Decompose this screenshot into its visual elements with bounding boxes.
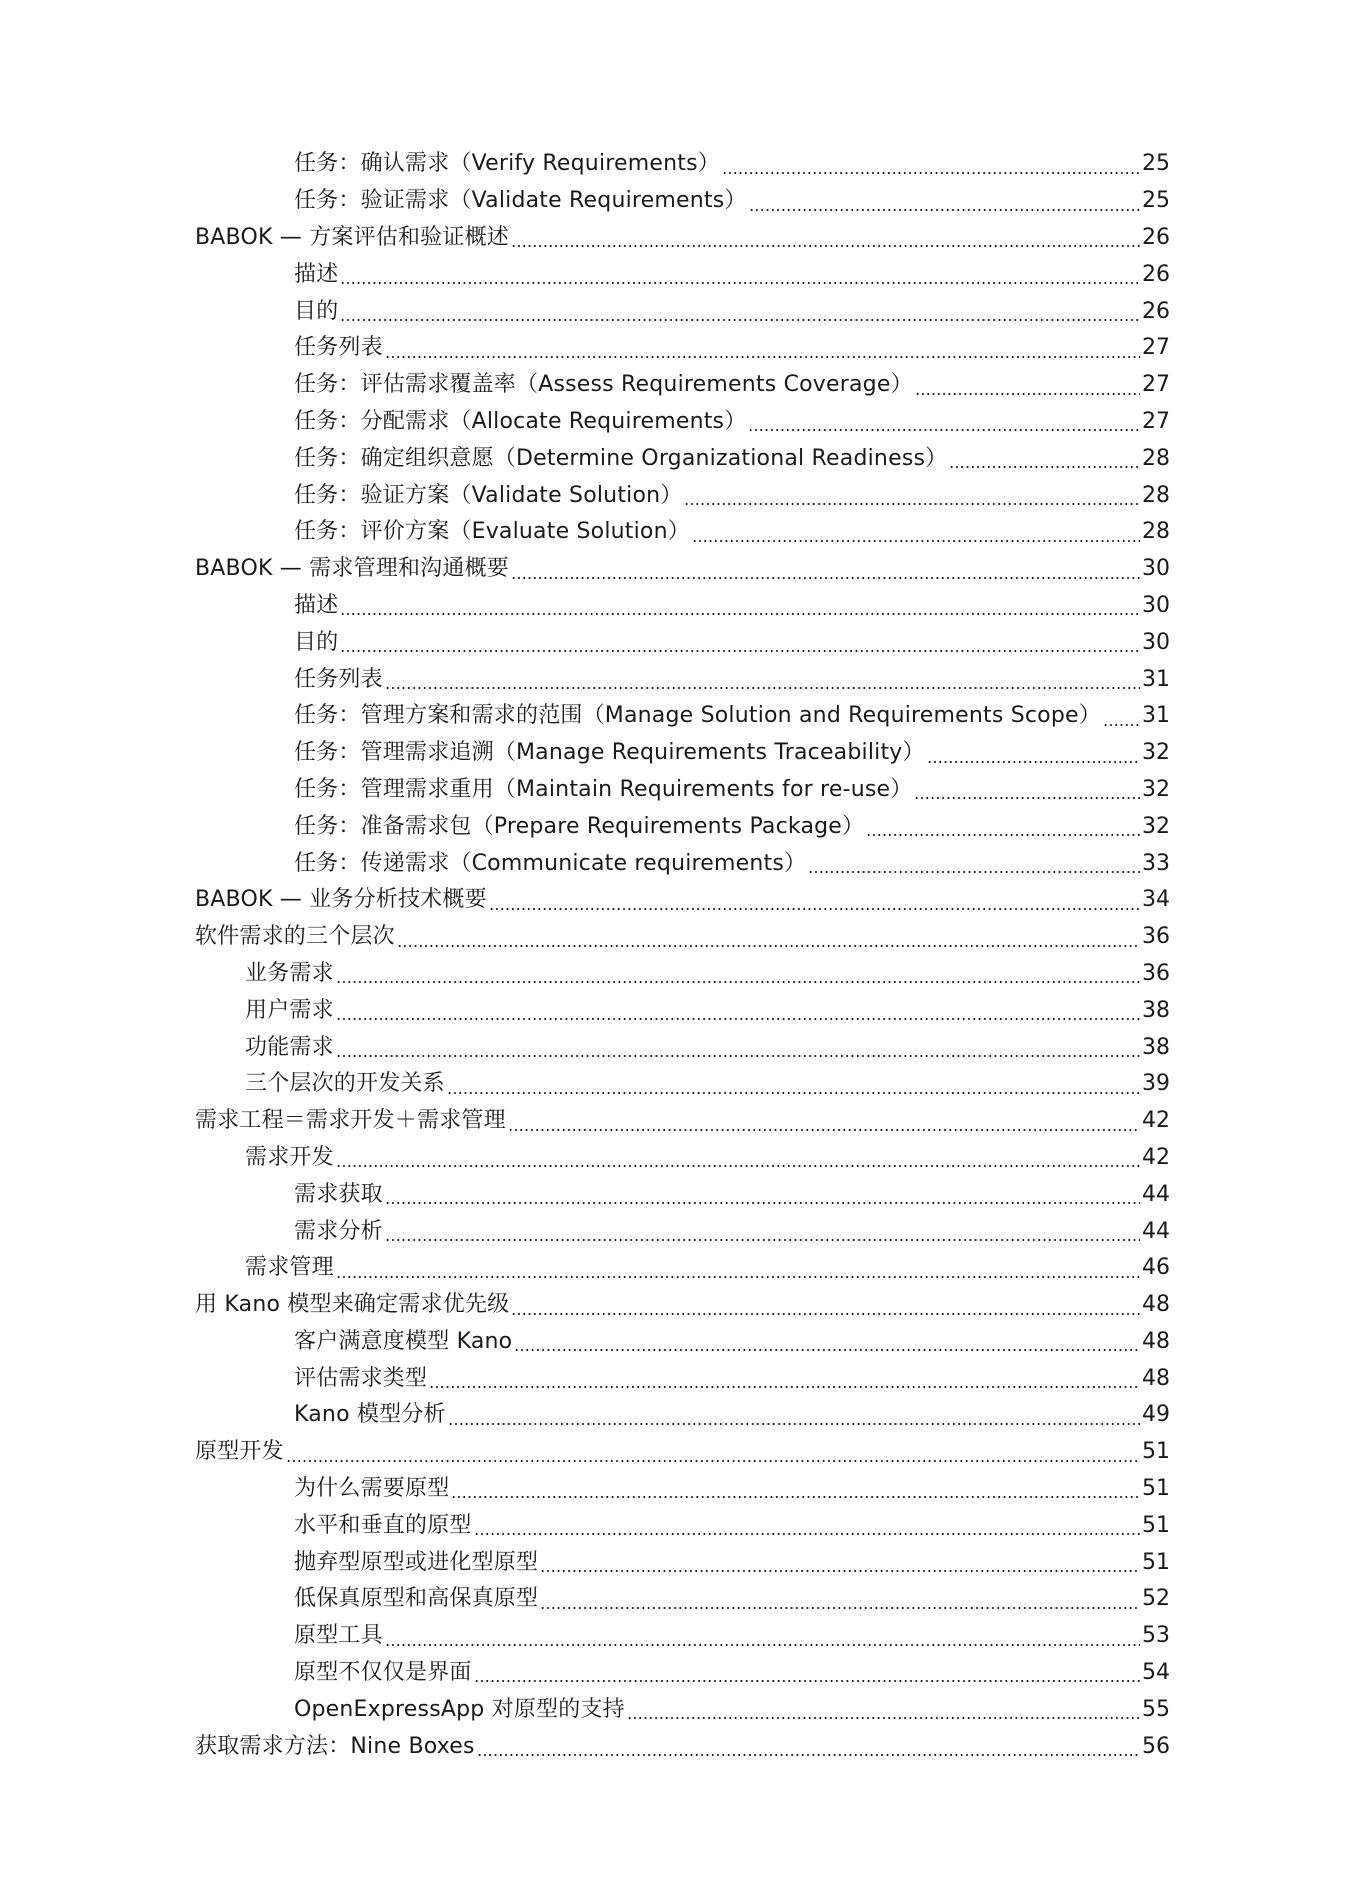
dot-leader xyxy=(340,319,1140,321)
dot-leader xyxy=(914,797,1140,799)
toc-entry-page-number: 25 xyxy=(1142,151,1170,177)
toc-entry[interactable] xyxy=(0,1250,1350,1287)
toc-entry-page-number: 51 xyxy=(1142,1439,1170,1465)
toc-entry[interactable] xyxy=(0,624,1350,661)
toc-entry[interactable] xyxy=(0,293,1350,330)
toc-entry[interactable] xyxy=(0,1691,1350,1728)
dot-leader xyxy=(385,356,1140,358)
toc-entry-page-number: 38 xyxy=(1142,997,1170,1023)
toc-entry-page-number: 27 xyxy=(1142,408,1170,434)
toc-entry-page-number: 26 xyxy=(1142,298,1170,324)
toc-entry[interactable] xyxy=(0,477,1350,514)
toc-entry-page-number: 32 xyxy=(1142,740,1170,766)
dot-leader xyxy=(749,209,1140,211)
toc-entry-page-number: 44 xyxy=(1142,1218,1170,1244)
toc-entry-title: 原型工具 xyxy=(294,1623,383,1649)
toc-entry[interactable] xyxy=(0,1324,1350,1361)
dot-leader xyxy=(429,1386,1140,1388)
toc-entry-title: 用 Kano 模型来确定需求优先级 xyxy=(195,1292,510,1318)
toc-entry[interactable] xyxy=(0,772,1350,809)
toc-entry-title: BABOK — 业务分析技术概要 xyxy=(195,887,487,913)
toc-entry-title: 任务：评价方案（Evaluate Solution） xyxy=(294,519,690,545)
toc-entry-title: 任务：管理需求重用（Maintain Requirements for re-use） xyxy=(294,776,913,802)
toc-entry-title: 获取需求方法：Nine Boxes xyxy=(195,1733,475,1759)
toc-entry-page-number: 25 xyxy=(1142,188,1170,214)
toc-entry[interactable] xyxy=(0,1029,1350,1066)
toc-entry-page-number: 34 xyxy=(1142,887,1170,913)
toc-entry-page-number: 51 xyxy=(1142,1512,1170,1538)
dot-leader xyxy=(1103,724,1140,726)
dot-leader xyxy=(451,1496,1140,1498)
dot-leader xyxy=(340,613,1140,615)
toc-entry-page-number: 32 xyxy=(1142,776,1170,802)
toc-entry-title: 需求管理 xyxy=(245,1255,334,1281)
toc-entry-page-number: 53 xyxy=(1142,1623,1170,1649)
dot-leader xyxy=(385,1239,1140,1241)
toc-entry[interactable] xyxy=(0,956,1350,993)
dot-leader xyxy=(385,687,1140,689)
dot-leader xyxy=(511,245,1140,247)
toc-entry-page-number: 48 xyxy=(1142,1328,1170,1354)
toc-entry[interactable] xyxy=(0,1507,1350,1544)
toc-entry-page-number: 55 xyxy=(1142,1696,1170,1722)
toc-entry-page-number: 33 xyxy=(1142,850,1170,876)
dot-leader xyxy=(508,1129,1140,1131)
toc-entry-title: 任务：管理需求追溯（Manage Requirements Traceability） xyxy=(294,740,925,766)
dot-leader xyxy=(808,871,1140,873)
dot-leader xyxy=(949,466,1140,468)
toc-entry[interactable] xyxy=(0,588,1350,625)
toc-entry[interactable] xyxy=(0,1066,1350,1103)
dot-leader xyxy=(385,1202,1140,1204)
dot-leader xyxy=(336,1165,1140,1167)
toc-entry-page-number: 27 xyxy=(1142,372,1170,398)
toc-entry[interactable] xyxy=(0,735,1350,772)
toc-entry-title: OpenExpressApp 对原型的支持 xyxy=(294,1696,625,1722)
toc-entry-page-number: 46 xyxy=(1142,1255,1170,1281)
dot-leader xyxy=(684,503,1140,505)
toc-entry[interactable] xyxy=(0,330,1350,367)
toc-entry[interactable] xyxy=(0,882,1350,919)
toc-entry-title: 需求分析 xyxy=(294,1218,383,1244)
toc-entry-title: 三个层次的开发关系 xyxy=(245,1071,445,1097)
toc-entry-title: 描述 xyxy=(294,261,339,287)
toc-entry-title: 为什么需要原型 xyxy=(294,1476,450,1502)
toc-entry[interactable] xyxy=(0,1544,1350,1581)
dot-leader xyxy=(340,650,1140,652)
toc-entry[interactable] xyxy=(0,256,1350,293)
toc-entry[interactable] xyxy=(0,1618,1350,1655)
toc-entry-page-number: 26 xyxy=(1142,224,1170,250)
toc-entry-page-number: 28 xyxy=(1142,482,1170,508)
dot-leader xyxy=(692,540,1140,542)
toc-entry[interactable] xyxy=(0,551,1350,588)
toc-entry-title: 客户满意度模型 Kano xyxy=(294,1328,513,1354)
toc-entry-title: 需求获取 xyxy=(294,1181,383,1207)
dot-leader xyxy=(866,834,1140,836)
toc-entry-title: 需求工程＝需求开发＋需求管理 xyxy=(195,1108,506,1134)
toc-entry-title: 任务：管理方案和需求的范围（Manage Solution and Requirements Scope） xyxy=(294,703,1101,729)
toc-entry[interactable] xyxy=(0,1360,1350,1397)
toc-entry-page-number: 48 xyxy=(1142,1292,1170,1318)
dot-leader xyxy=(336,1276,1140,1278)
toc-entry-page-number: 42 xyxy=(1142,1108,1170,1134)
toc-entry-page-number: 32 xyxy=(1142,813,1170,839)
toc-entry[interactable] xyxy=(0,919,1350,956)
dot-leader xyxy=(477,1754,1140,1756)
toc-entry-page-number: 42 xyxy=(1142,1144,1170,1170)
toc-entry-title: 软件需求的三个层次 xyxy=(195,924,395,950)
dot-leader xyxy=(336,1018,1140,1020)
toc-entry-title: 任务：验证需求（Validate Requirements） xyxy=(294,188,747,214)
toc-entry-title: 用户需求 xyxy=(245,997,334,1023)
dot-leader xyxy=(511,1313,1140,1315)
toc-entry-title: 任务：评估需求覆盖率（Assess Requirements Coverage） xyxy=(294,372,913,398)
toc-entry[interactable] xyxy=(0,1140,1350,1177)
toc-entry-title: 需求开发 xyxy=(245,1144,334,1170)
dot-leader xyxy=(474,1533,1140,1535)
toc-entry[interactable] xyxy=(0,1213,1350,1250)
dot-leader xyxy=(489,908,1140,910)
toc-entry-page-number: 48 xyxy=(1142,1365,1170,1391)
toc-entry-page-number: 30 xyxy=(1142,592,1170,618)
dot-leader xyxy=(540,1570,1140,1572)
toc-entry[interactable] xyxy=(0,1471,1350,1508)
dot-leader xyxy=(397,945,1140,947)
dot-leader xyxy=(336,981,1140,983)
toc-entry[interactable] xyxy=(0,440,1350,477)
dot-leader xyxy=(336,1055,1140,1057)
toc-entry-page-number: 56 xyxy=(1142,1733,1170,1759)
toc-entry[interactable] xyxy=(0,1434,1350,1471)
toc-entry-title: 目的 xyxy=(294,629,339,655)
toc-entry-title: BABOK — 需求管理和沟通概要 xyxy=(195,556,509,582)
toc-entry[interactable] xyxy=(0,1655,1350,1692)
toc-entry-page-number: 49 xyxy=(1142,1402,1170,1428)
toc-entry-title: 抛弃型原型或进化型原型 xyxy=(294,1549,539,1575)
toc-entry-title: 功能需求 xyxy=(245,1034,334,1060)
toc-entry[interactable] xyxy=(0,808,1350,845)
dot-leader xyxy=(286,1460,1140,1462)
toc-entry[interactable] xyxy=(0,220,1350,257)
dot-leader xyxy=(340,282,1140,284)
toc-entry-title: 任务：确定组织意愿（Determine Organizational Readiness） xyxy=(294,445,948,471)
toc-entry-title: 任务列表 xyxy=(294,335,383,361)
toc-entry[interactable] xyxy=(0,845,1350,882)
toc-entry-title: 原型开发 xyxy=(195,1439,284,1465)
toc-entry-page-number: 30 xyxy=(1142,556,1170,582)
dot-leader xyxy=(511,577,1140,579)
dot-leader xyxy=(748,429,1140,431)
toc-entry-page-number: 51 xyxy=(1142,1549,1170,1575)
toc-entry-title: 任务：分配需求（Allocate Requirements） xyxy=(294,408,747,434)
toc-entry[interactable] xyxy=(0,992,1350,1029)
dot-leader xyxy=(722,172,1140,174)
dot-leader xyxy=(915,393,1140,395)
toc-entry-title: 业务需求 xyxy=(245,960,334,986)
toc-entry-page-number: 36 xyxy=(1142,960,1170,986)
toc-entry-title: 任务：传递需求（Communicate requirements） xyxy=(294,850,807,876)
dot-leader xyxy=(447,1092,1140,1094)
toc-entry[interactable] xyxy=(0,183,1350,220)
toc-entry-title: Kano 模型分析 xyxy=(294,1402,446,1428)
toc-entry-title: 任务：准备需求包（Prepare Requirements Package） xyxy=(294,813,865,839)
toc-entry[interactable] xyxy=(0,1397,1350,1434)
dot-leader xyxy=(927,761,1140,763)
toc-entry-page-number: 38 xyxy=(1142,1034,1170,1060)
toc-entry-page-number: 31 xyxy=(1142,703,1170,729)
toc-entry-page-number: 54 xyxy=(1142,1660,1170,1686)
dot-leader xyxy=(514,1349,1140,1351)
toc-entry-title: 任务：确认需求（Verify Requirements） xyxy=(294,151,720,177)
toc-entry-title: 低保真原型和高保真原型 xyxy=(294,1586,539,1612)
toc-entry-page-number: 44 xyxy=(1142,1181,1170,1207)
toc-entry[interactable] xyxy=(0,514,1350,551)
dot-leader xyxy=(540,1607,1140,1609)
dot-leader xyxy=(448,1423,1140,1425)
toc-entry-page-number: 52 xyxy=(1142,1586,1170,1612)
toc-entry[interactable] xyxy=(0,1103,1350,1140)
toc-entry[interactable] xyxy=(0,1728,1350,1765)
toc-entry[interactable] xyxy=(0,404,1350,441)
toc-entry[interactable] xyxy=(0,1176,1350,1213)
toc-entry-page-number: 28 xyxy=(1142,519,1170,545)
toc-entry-page-number: 26 xyxy=(1142,261,1170,287)
toc-entry-title: 目的 xyxy=(294,298,339,324)
toc-entry[interactable] xyxy=(0,661,1350,698)
toc-entry[interactable] xyxy=(0,1581,1350,1618)
toc-entry-page-number: 39 xyxy=(1142,1071,1170,1097)
toc-entry-title: BABOK — 方案评估和验证概述 xyxy=(195,224,509,250)
toc-entry-title: 任务：验证方案（Validate Solution） xyxy=(294,482,683,508)
toc-entry-page-number: 51 xyxy=(1142,1476,1170,1502)
toc-entry-title: 水平和垂直的原型 xyxy=(294,1512,472,1538)
toc-entry-page-number: 31 xyxy=(1142,666,1170,692)
toc-entry-title: 描述 xyxy=(294,592,339,618)
toc-entry-title: 评估需求类型 xyxy=(294,1365,428,1391)
toc-entry-page-number: 36 xyxy=(1142,924,1170,950)
toc-entry-page-number: 27 xyxy=(1142,335,1170,361)
dot-leader xyxy=(627,1717,1140,1719)
toc-entry[interactable] xyxy=(0,146,1350,183)
dot-leader xyxy=(385,1644,1140,1646)
toc-entry-page-number: 30 xyxy=(1142,629,1170,655)
toc-entry-page-number: 28 xyxy=(1142,445,1170,471)
toc-entry[interactable] xyxy=(0,1287,1350,1324)
table-of-contents xyxy=(0,146,1350,1765)
toc-entry[interactable] xyxy=(0,367,1350,404)
toc-entry[interactable] xyxy=(0,698,1350,735)
toc-entry-title: 任务列表 xyxy=(294,666,383,692)
toc-entry-title: 原型不仅仅是界面 xyxy=(294,1660,472,1686)
dot-leader xyxy=(474,1680,1140,1682)
